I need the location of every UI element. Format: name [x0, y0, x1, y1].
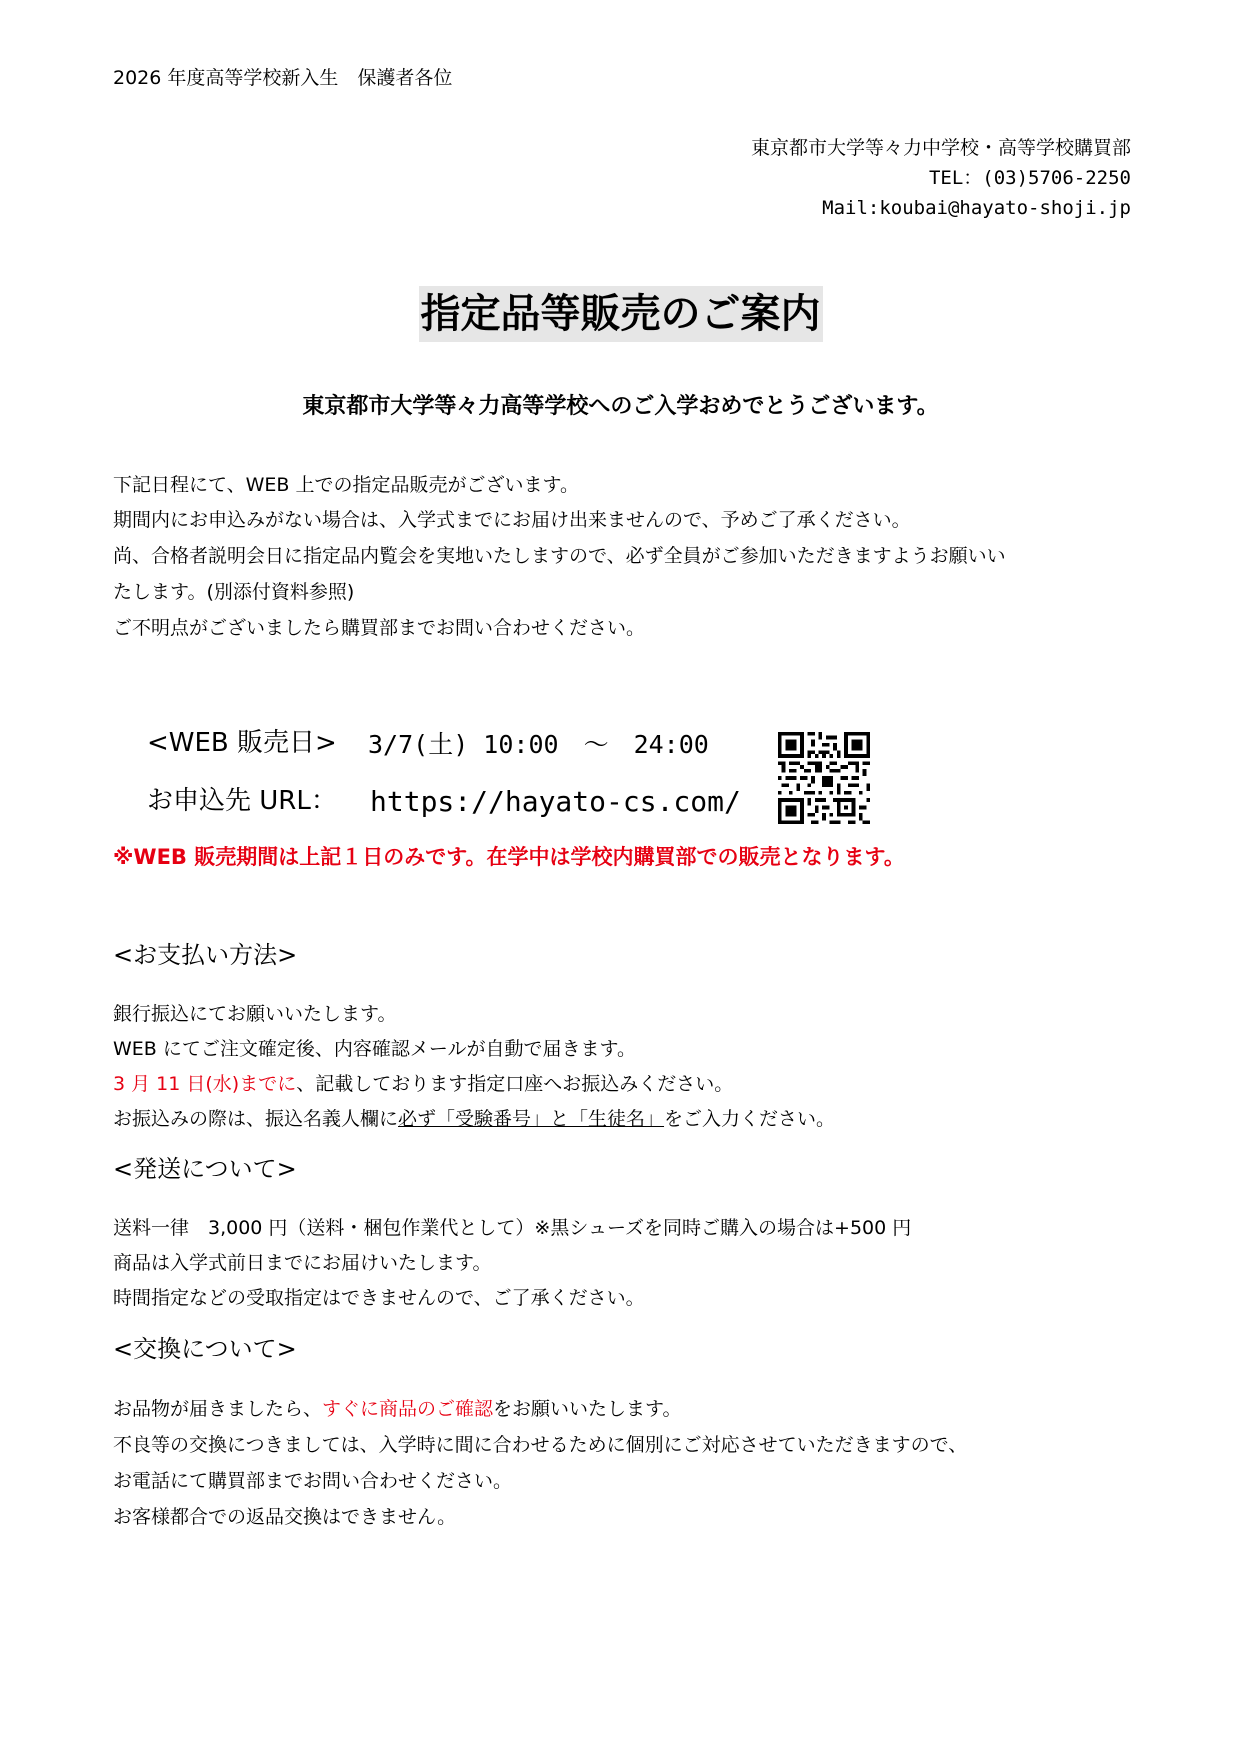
- qr-finder-top-right: [844, 732, 870, 758]
- qr-code-icon[interactable]: [778, 732, 870, 824]
- payment-deadline: 3 月 11 日(水)までに: [113, 1073, 297, 1095]
- page-title: 指定品等販売のご案内: [419, 286, 823, 342]
- qr-finder-top-left: [778, 732, 804, 758]
- payment-line-4-post: をご入力ください。: [664, 1108, 836, 1130]
- payment-line-4-underlined: 必ず「受験番号」と「生徒名」: [398, 1108, 665, 1130]
- telephone: TEL：(03)5706-2250: [928, 167, 1131, 189]
- exchange-line-2: 不良等の交換につきましては、入学時に間に合わせるために個別にご対応させていただきますので、: [113, 1434, 968, 1456]
- exchange-line-1-post: をお願いいたします。: [493, 1398, 682, 1420]
- exchange-line-1-pre: お品物が届きましたら、: [113, 1398, 323, 1420]
- greeting: 東京都市大学等々力高等学校へのご入学おめでとうございます。: [302, 394, 939, 419]
- organization-name: 東京都市大学等々力中学校・高等学校購買部: [750, 137, 1131, 159]
- payment-line-2: WEB にてご注文確定後、内容確認メールが自動で届きます。: [113, 1038, 636, 1060]
- exchange-line-1: [113, 1397, 682, 1421]
- intro-line-2: 期間内にお申込みがない場合は、入学式までにお届け出来ませんので、予めご了承ください。: [113, 509, 911, 531]
- email-address: Mail:koubai@hayato-shoji.jp: [822, 197, 1131, 219]
- intro-line-5: ご不明点がございましたら購買部までお問い合わせください。: [113, 617, 646, 639]
- sale-date-label: <WEB 販売日>: [147, 728, 337, 758]
- sale-date-value: 3/7(土) 10:00 ～ 24:00: [368, 730, 709, 759]
- qr-finder-bottom-left: [778, 798, 804, 824]
- shipping-heading: <発送について>: [113, 1155, 297, 1183]
- intro-line-3: 尚、合格者説明会日に指定品内覧会を実地いたしますので、必ず全員がご参加いただきますようお願いい: [113, 545, 1006, 567]
- page-title-wrapper: [0, 286, 1241, 342]
- exchange-line-4: お客様都合での返品交換はできません。: [113, 1506, 457, 1528]
- payment-line-3: [113, 1072, 733, 1096]
- payment-line-4: [113, 1107, 835, 1131]
- recipient-line: 2026 年度高等学校新入生 保護者各位: [113, 67, 453, 89]
- shipping-line-1: 送料一律 3,000 円（送料・梱包作業代として）※黒シューズを同時ご購入の場合は+500 円: [113, 1217, 912, 1239]
- application-url[interactable]: https://hayato-cs.com/: [370, 785, 741, 818]
- qr-alignment-center: [844, 806, 848, 810]
- shipping-line-3: 時間指定などの受取指定はできませんので、ご了承ください。: [113, 1287, 645, 1309]
- shipping-line-2: 商品は入学式前日までにお届けいたします。: [113, 1252, 492, 1274]
- exchange-heading: <交換について>: [113, 1335, 297, 1363]
- payment-line-4-pre: お振込みの際は、振込名義人欄に: [113, 1108, 399, 1130]
- exchange-line-3: お電話にて購買部までお問い合わせください。: [113, 1470, 513, 1492]
- application-url-label: お申込先 URL：: [147, 786, 337, 816]
- intro-line-4: たします。(別添付資料参照): [113, 581, 355, 603]
- sale-period-note: ※WEB 販売期間は上記１日のみです。在学中は学校内購買部での販売となります。: [113, 845, 905, 869]
- payment-line-1: 銀行振込にてお願いいたします。: [113, 1003, 397, 1025]
- payment-line-3-rest: 、記載しております指定口座へお振込みください。: [296, 1073, 734, 1095]
- intro-line-1: 下記日程にて、WEB 上での指定品販売がございます。: [113, 474, 579, 496]
- exchange-line-1-highlight: すぐに商品のご確認: [322, 1398, 494, 1420]
- payment-heading: <お支払い方法>: [113, 941, 298, 969]
